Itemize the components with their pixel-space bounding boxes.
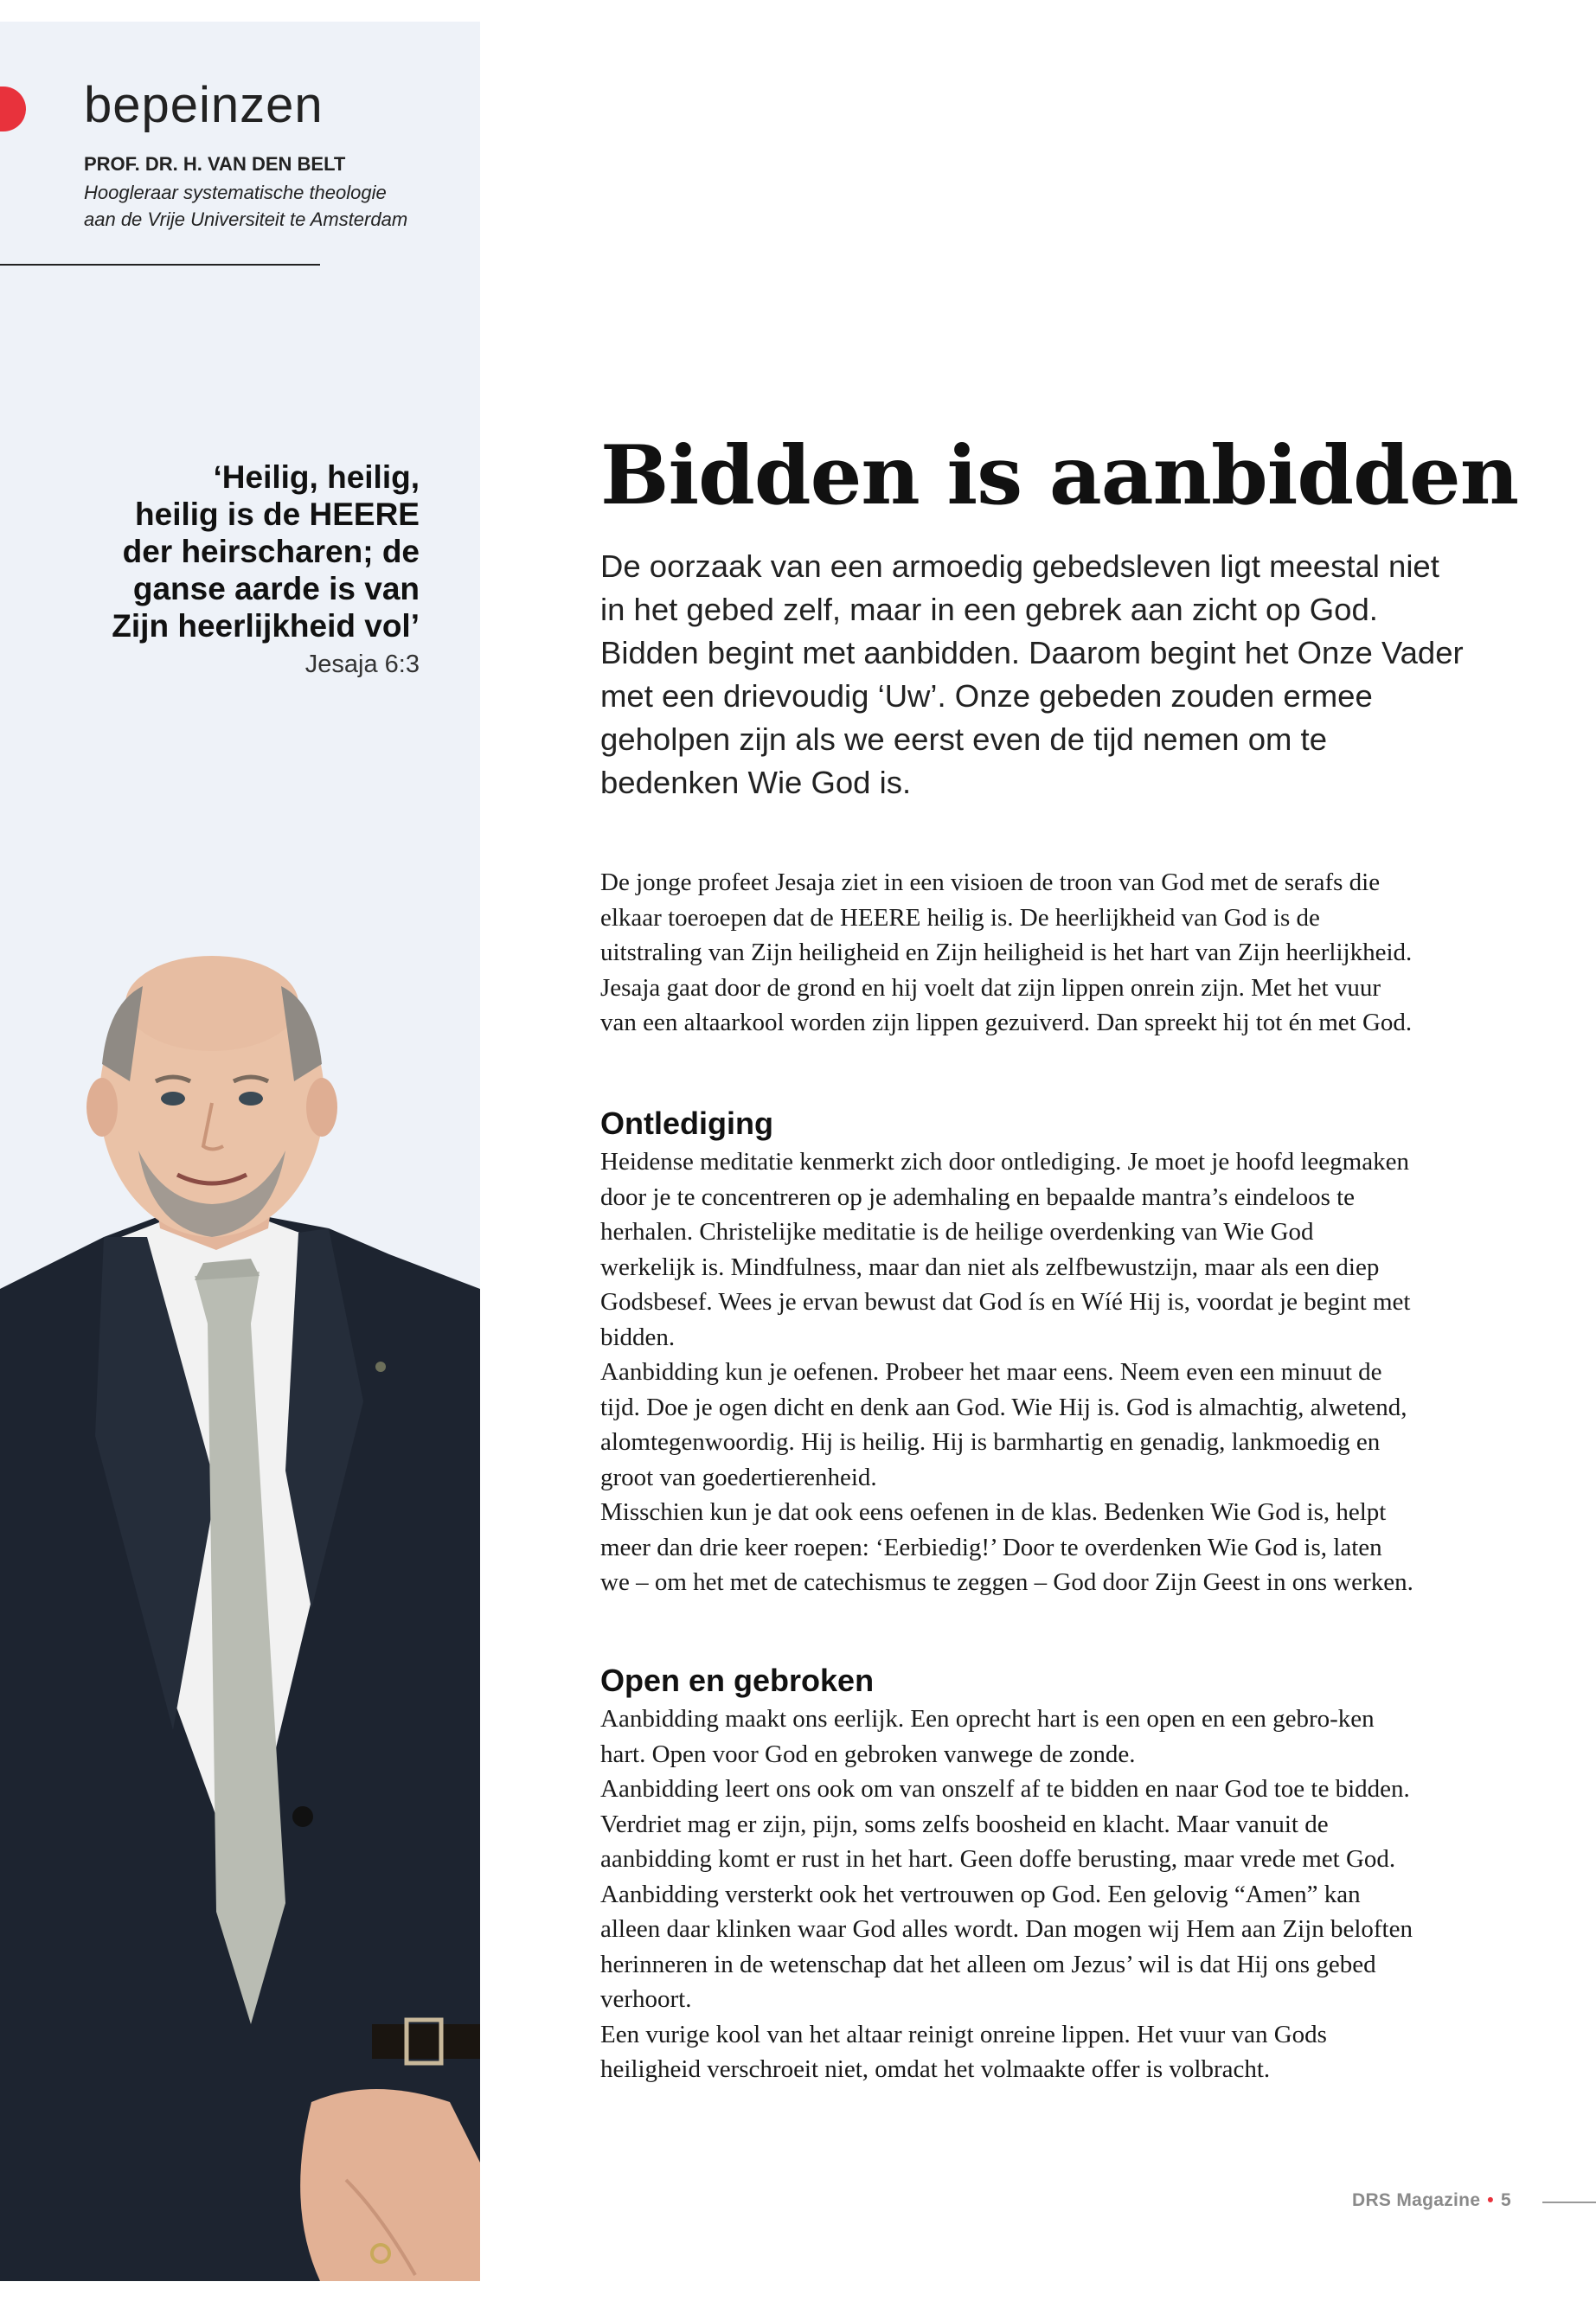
sidebar-divider: [0, 264, 320, 266]
article-title: Bidden is aanbidden: [600, 428, 1519, 523]
pull-quote-line: ‘Heilig, heilig,: [213, 459, 420, 495]
pull-quote-line: der heirscharen; de: [122, 534, 420, 569]
page-number: 5: [1500, 2190, 1511, 2210]
magazine-name: DRS Magazine: [1352, 2190, 1481, 2210]
section-body: [600, 1144, 1413, 1600]
paragraph: Een vurige kool van het altaar reinigt onreine lippen. Het vuur van Gods heiligheid verschroeit niet, omdat het volmaakte offer is volbracht.: [600, 2020, 1327, 2083]
article-lead: De oorzaak van een armoedig gebedsleven ligt meestal niet in het gebed zelf, maar in een gebrek aan zicht op God. Bidden begint met aanbidden. Daarom begint het Onze Vader met een drievoudig ‘Uw’. Onze gebeden zouden ermee geholpen zijn als we eerst even de tijd nemen om te bedenken Wie God is.: [600, 548, 1464, 800]
article-intro: [600, 865, 1413, 1041]
paragraph: Heidense meditatie kenmerkt zich door ontlediging. Je moet je hoofd leegmaken door je te concentreren op je ademhaling en bepaalde mantra’s eindeloos te herhalen. Christelijke meditatie is de heilige overdenking van Wie God werkelijk is. Mindfulness, maar dan niet als zelfbewustzijn, maar als een diep Godsbesef. Wees je ervan bewust dat God ís en Wíé Hij is, voordat je begint met bidden.: [600, 1148, 1411, 1351]
author-name: PROF. DR. H. VAN DEN BELT: [84, 153, 346, 175]
paragraph: Aanbidding leert ons ook om van onszelf af te bidden en naar God toe te bidden. Verdriet mag er zijn, pijn, soms zelfs boosheid en klacht. Maar vanuit de aanbidding komt er rust in het hart. Geen doffe berusting, maar vrede met God.: [600, 1775, 1410, 1873]
footer-rule: [1542, 2202, 1596, 2203]
paragraph: Aanbidding versterkt ook het vertrouwen op God. Een gelovig “Amen” kan alleen daar klinken waar God alles wordt. Dan mogen wij Hem aan Zijn beloften herinneren in de wetenschap dat het alleen om Jezus’ wil is dat Hij ons gebed verhoort.: [600, 1880, 1413, 2013]
paragraph: Aanbidding maakt ons eerlijk. Een oprecht hart is een open en een gebro-ken hart. Open voor God en gebroken vanwege de zonde.: [600, 1705, 1375, 1768]
author-portrait: [0, 952, 480, 2281]
section-body: [600, 1702, 1413, 2087]
author-role-line: aan de Vrije Universiteit te Amsterdam: [84, 208, 408, 230]
pull-quote-line: ganse aarde is van: [132, 571, 420, 606]
pull-quote: [52, 458, 420, 644]
quote-reference: Jesaja 6:3: [304, 651, 420, 678]
paragraph: Misschien kun je dat ook eens oefenen in de klas. Bedenken Wie God is, helpt meer dan drie keer roepen: ‘Eerbiedig!’ Door te overdenken Wie God is, laten we – om het met de catechismus te zeggen – God door Zijn Geest in ons werken.: [600, 1498, 1413, 1596]
section-heading: Ontlediging: [600, 1106, 773, 1141]
author-role: [84, 179, 465, 233]
separator-dot: •: [1487, 2190, 1494, 2210]
paragraph: De jonge profeet Jesaja ziet in een visioen de troon van God met de serafs die elkaar toeroepen dat de HEERE heilig is. De heerlijkheid van God is de uitstraling van Zijn heiligheid en Zijn heiligheid is het hart van Zijn heerlijkheid. Jesaja gaat door de grond en hij voelt dat zijn lippen onrein zijn. Met het vuur van een altaarkool worden zijn lippen gezuiverd. Dan spreekt hij tot én met God.: [600, 868, 1413, 1036]
author-role-line: Hoogleraar systematische theologie: [84, 182, 387, 203]
pull-quote-line: heilig is de HEERE: [135, 497, 420, 532]
section-label: bepeinzen: [84, 77, 324, 133]
pull-quote-line: Zijn heerlijkheid vol’: [112, 608, 420, 644]
paragraph: Aanbidding kun je oefenen. Probeer het maar eens. Neem even een minuut de tijd. Doe je ogen dicht en denk aan God. Wie Hij is. God is almachtig, alwetend, alomtegenwoordig. Hij is heilig. Hij is barmhartig en genadig, lankmoedig en groot van goedertierenheid.: [600, 1358, 1407, 1491]
page-footer: [1352, 2190, 1511, 2211]
section-heading: Open en gebroken: [600, 1663, 875, 1698]
